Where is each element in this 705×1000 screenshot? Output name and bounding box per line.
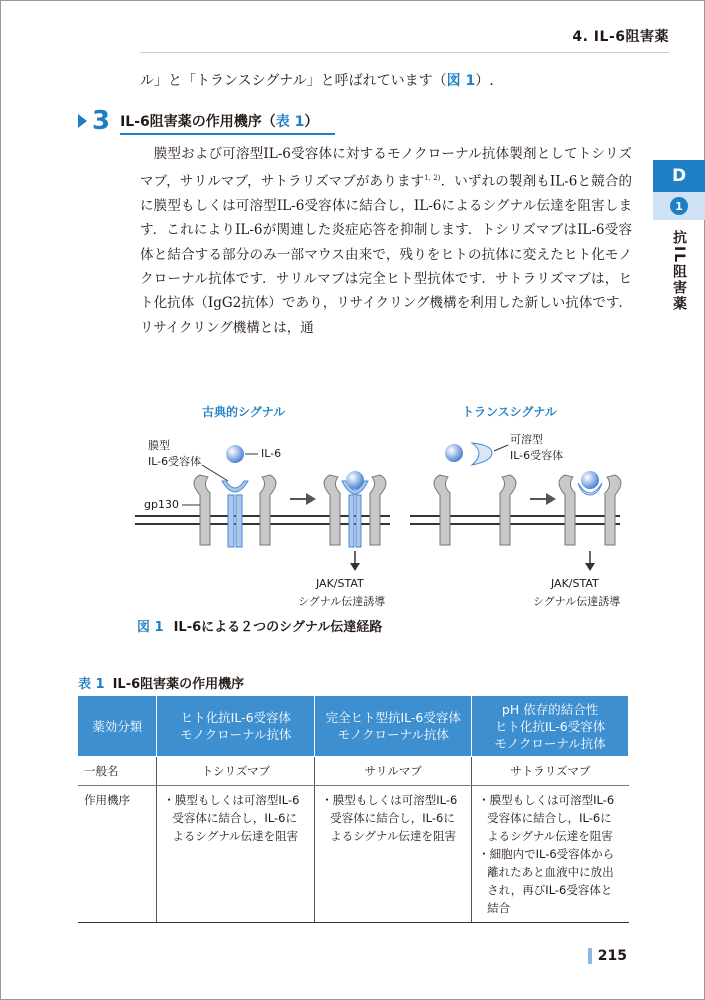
page-number-bar bbox=[588, 948, 592, 964]
row-label-generic-name: 一般名 bbox=[78, 757, 157, 786]
table-caption-text: IL-6阻害薬の作用機序 bbox=[112, 677, 245, 692]
gp130-pair-trans-before bbox=[434, 475, 516, 545]
membrane-il6-receptor-after bbox=[342, 481, 368, 547]
page-number: 215 bbox=[588, 948, 627, 964]
signal-arrow-down-left bbox=[350, 551, 360, 571]
intro-text-end: ）. bbox=[475, 73, 494, 89]
section-underline bbox=[120, 133, 335, 135]
section-title: IL-6阻害薬の作用機序（表 1） bbox=[120, 114, 319, 130]
jak-stat-label-right-2: シグナル伝達誘導 bbox=[533, 595, 621, 608]
il6-ligand-classic bbox=[226, 445, 244, 463]
intro-line bbox=[140, 70, 494, 90]
jak-stat-label-right-1: JAK/STAT bbox=[551, 577, 599, 590]
il6-ligand-bound-classic bbox=[346, 471, 364, 489]
soluble-receptor-label-1: 可溶型 bbox=[510, 433, 543, 446]
side-tab bbox=[653, 160, 705, 330]
jak-stat-label-left-2: シグナル伝達誘導 bbox=[298, 595, 386, 608]
membrane-receptor-label-1: 膜型 bbox=[148, 439, 170, 452]
jak-stat-label-left-1: JAK/STAT bbox=[316, 577, 364, 590]
gp130-pair-classic-before bbox=[194, 475, 276, 545]
header-rule bbox=[140, 52, 669, 53]
triangle-marker-icon bbox=[78, 114, 87, 128]
table-row bbox=[78, 786, 629, 923]
side-tab-letter: D bbox=[653, 160, 705, 192]
cell-satralizumab: サトラリズマブ bbox=[472, 757, 629, 786]
table-reference-link[interactable]: 表 1 bbox=[275, 114, 305, 130]
figure-reference-link[interactable]: 図 1 bbox=[446, 73, 476, 89]
section-heading bbox=[78, 108, 318, 134]
il6-ligand-trans bbox=[445, 444, 463, 462]
cell-tocilizumab: トシリズマブ bbox=[157, 757, 315, 786]
table-caption-number: 表 1 bbox=[78, 677, 105, 692]
table-caption bbox=[78, 673, 244, 692]
intro-text: ル」と「トランスシグナル」と呼ばれています（ bbox=[140, 73, 447, 89]
cell-mechanism-sarilumab: ・膜型もしくは可溶型IL-6受容体に結合し，IL-6によるシグナル伝達を阻害 bbox=[315, 786, 472, 923]
trans-signal-title: トランスシグナル bbox=[462, 405, 557, 419]
soluble-leader-line bbox=[494, 445, 508, 451]
side-tab-chapter-text: 抗IL阻害薬 bbox=[671, 230, 687, 313]
soluble-il6-receptor bbox=[472, 443, 492, 465]
cell-mechanism-satralizumab: ・膜型もしくは可溶型IL-6受容体に結合し，IL-6によるシグナル伝達を阻害 ・細胞内でIL-6受容体から離れたあと血液中に放出され，再びIL-6受容体と結合 bbox=[472, 786, 629, 923]
row-label-mechanism: 作用機序 bbox=[78, 786, 157, 923]
figure-signal-pathways bbox=[120, 395, 640, 615]
arrow-classic bbox=[290, 493, 316, 505]
mechanism-table bbox=[78, 695, 629, 923]
signal-arrow-down-right bbox=[585, 551, 595, 571]
cell-sarilumab: サリルマブ bbox=[315, 757, 472, 786]
header-ph-dependent: pH 依存的結合性 ヒト化抗IL-6受容体 モノクローナル抗体 bbox=[472, 696, 629, 757]
classic-signal-title: 古典的シグナル bbox=[202, 405, 286, 419]
figure-caption-text: IL-6による２つのシグナル伝達経路 bbox=[173, 620, 383, 635]
chapter-header: 4. IL-6阻害薬 bbox=[572, 29, 669, 45]
figure-caption-number: 図 1 bbox=[137, 620, 164, 635]
gp130-label: gp130 bbox=[144, 498, 179, 511]
figure-caption bbox=[137, 616, 382, 635]
side-tab-circle-number: 1 bbox=[670, 197, 688, 215]
soluble-receptor-label-2: IL-6受容体 bbox=[510, 449, 564, 462]
cell-mechanism-tocilizumab: ・膜型もしくは可溶型IL-6受容体に結合し，IL-6によるシグナル伝達を阻害 bbox=[157, 786, 315, 923]
header-humanized: ヒト化抗IL-6受容体 モノクローナル抗体 bbox=[157, 696, 315, 757]
table-row bbox=[78, 757, 629, 786]
header-drug-class: 薬効分類 bbox=[78, 696, 157, 757]
il6-ligand-bound-trans bbox=[581, 471, 599, 489]
citation-superscript: 1, 2) bbox=[424, 174, 441, 183]
side-tab-circle-row bbox=[653, 192, 705, 220]
il6-label: IL-6 bbox=[261, 447, 282, 460]
table-header-row bbox=[78, 696, 629, 757]
membrane-receptor-label-2: IL-6受容体 bbox=[148, 455, 202, 468]
section-number: 3 bbox=[92, 106, 111, 136]
body-paragraph: 膜型および可溶型IL-6受容体に対するモノクローナル抗体製剤としてトシリズマブ，サリルマブ，サトラリズマブがあります$^{1, 2)}$．いずれの製剤もIL-6と競合的に膜型もしくは可溶型IL-6受容体に結合し，IL-6によるシグナル伝達を阻害します．これによりIL-6が関連した炎症応答を抑制します．トシリズマブはIL-6受容体と結合する部分のみ一部マウス由来で，残りをヒトの抗体に変えたヒト化モノクローナル抗体です．サリルマブは完全ヒト型抗体です．サトラリズマブは，ヒト化抗体（IgG2抗体）であり，リサイクリング機構を利用した新しい抗体です．リサイクリング機構とは，通 bbox=[140, 146, 632, 336]
membrane-il6-receptor-before bbox=[222, 481, 248, 547]
arrow-trans bbox=[530, 493, 556, 505]
header-fully-human: 完全ヒト型抗IL-6受容体 モノクローナル抗体 bbox=[315, 696, 472, 757]
